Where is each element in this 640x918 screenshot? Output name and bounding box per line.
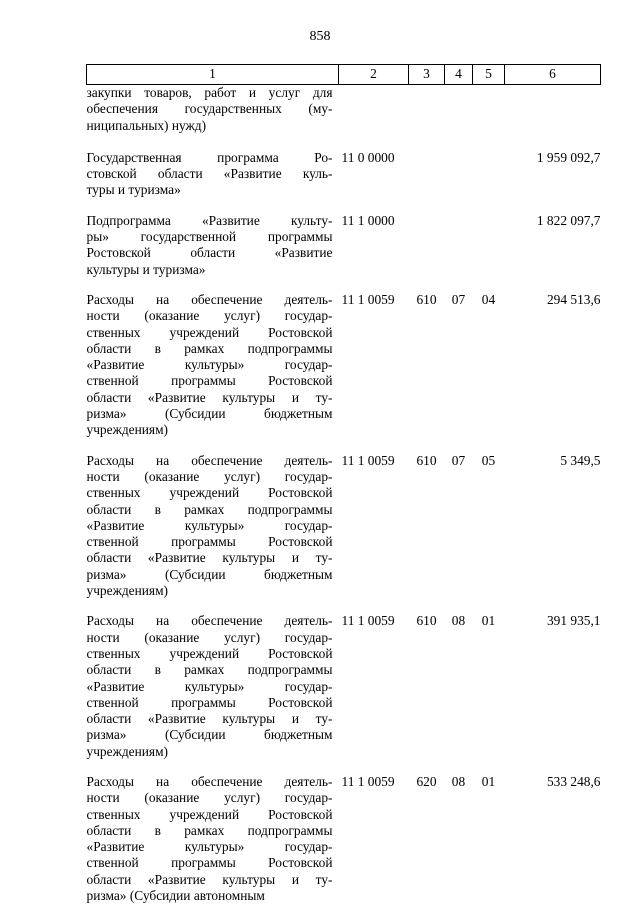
row-subsection [473, 150, 505, 213]
table-row [87, 85, 601, 150]
column-header-3: 3 [409, 65, 445, 85]
row-section: 07 [451, 291, 466, 307]
row-name-line: области в рамках подпрограммы [86, 822, 333, 838]
row-name-line: ственной программы Ростовской [86, 855, 333, 871]
row-name-line: области «Развитие культуры и ту- [86, 871, 333, 887]
row-expense-type [409, 213, 445, 292]
row-amount: 294 513,6 [546, 291, 601, 307]
row-name-line: закупки товаров, работ и услуг для [86, 85, 333, 100]
table-row [87, 292, 601, 453]
row-name-line: ности (оказание услуг) государ- [86, 790, 333, 806]
row-name-line: области «Развитие культуры и ту- [86, 711, 333, 727]
row-expense-type: 610 [416, 452, 437, 468]
row-subsection: 04 [481, 291, 496, 307]
row-name-cell [87, 150, 339, 213]
row-amount [505, 85, 601, 150]
row-name-line: Расходы на обеспечение деятель- [86, 452, 333, 468]
row-name-line: ственной программы Ростовской [86, 534, 333, 550]
row-name-line: Расходы на обеспечение деятель- [86, 613, 333, 629]
row-amount: 533 248,6 [546, 773, 601, 789]
row-subsection: 01 [481, 613, 496, 629]
row-name-line: области «Развитие культуры и ту- [86, 550, 333, 566]
row-name-cell [87, 613, 339, 774]
column-header-4: 4 [445, 65, 473, 85]
row-section [445, 213, 473, 292]
row-name-line: стовской области «Развитие куль- [86, 166, 333, 182]
table-row [87, 213, 601, 292]
column-header-1: 1 [87, 65, 339, 85]
row-target-code: 11 1 0059 [341, 773, 395, 789]
row-name-line: ственных учреждений Ростовской [86, 324, 333, 340]
row-name-line: культуры и туризма» [86, 261, 206, 277]
row-amount: 1 959 092,7 [536, 149, 601, 165]
row-name-line: туры и туризма» [86, 182, 181, 198]
row-expense-type: 610 [416, 613, 437, 629]
row-target-code: 11 1 0059 [341, 452, 395, 468]
table-row [87, 613, 601, 774]
row-name-cell [87, 774, 339, 918]
table-row [87, 150, 601, 213]
row-section: 07 [451, 452, 466, 468]
row-expense-type [409, 85, 445, 150]
row-subsection: 05 [481, 452, 496, 468]
row-name-line: ры» государственной программы [86, 229, 333, 245]
row-name-line: области «Развитие культуры и ту- [86, 389, 333, 405]
row-section: 08 [451, 613, 466, 629]
row-section [445, 150, 473, 213]
row-name-line: ственных учреждений Ростовской [86, 806, 333, 822]
row-name-line: «Развитие культуры» государ- [86, 678, 333, 694]
row-subsection [473, 85, 505, 150]
row-name-line: ризма» (Субсидии бюджетным [86, 727, 333, 743]
row-name-line: учреждениям) [86, 422, 169, 438]
row-amount: 5 349,5 [560, 452, 601, 468]
row-target-code: 11 1 0059 [341, 613, 395, 629]
budget-table [86, 64, 601, 918]
row-expense-type [409, 150, 445, 213]
column-number-header-row [87, 65, 601, 85]
row-name-line: ности (оказание услуг) государ- [86, 468, 333, 484]
row-amount: 1 822 097,7 [536, 212, 601, 228]
row-name-line: ризма» (Субсидии автономным [86, 888, 265, 904]
row-target-code [339, 85, 409, 150]
row-name-line: «Развитие культуры» государ- [86, 357, 333, 373]
row-name-line: Расходы на обеспечение деятель- [86, 773, 333, 789]
row-expense-type: 620 [416, 773, 437, 789]
row-name-line: области в рамках подпрограммы [86, 501, 333, 517]
row-name-line: ниципальных) нужд) [86, 117, 207, 133]
row-target-code: 11 0 0000 [341, 149, 395, 165]
column-header-6: 6 [505, 65, 601, 85]
row-name-line: ственных учреждений Ростовской [86, 485, 333, 501]
row-name-line: ственной программы Ростовской [86, 373, 333, 389]
row-section [445, 85, 473, 150]
row-section: 08 [451, 773, 466, 789]
row-name-line: ризма» (Субсидии бюджетным [86, 566, 333, 582]
row-name-line: «Развитие культуры» государ- [86, 517, 333, 533]
row-name-cell [87, 85, 339, 150]
row-name-line: обеспечения государственных (му- [86, 101, 333, 117]
table-row [87, 774, 601, 918]
row-name-cell [87, 292, 339, 453]
row-subsection [473, 213, 505, 292]
row-name-line: учреждениям) [86, 583, 169, 599]
row-name-line: Ростовской области «Развитие [86, 245, 333, 261]
page-number: 858 [309, 29, 331, 44]
table-row [87, 453, 601, 614]
row-subsection: 01 [481, 773, 496, 789]
row-name-line: ности (оказание услуг) государ- [86, 629, 333, 645]
row-name-line: ственной программы Ростовской [86, 694, 333, 710]
row-name-line: области в рамках подпрограммы [86, 340, 333, 356]
row-name-cell [87, 453, 339, 614]
row-name-line: Государственная программа Ро- [86, 149, 333, 165]
row-name-line: Подпрограмма «Развитие культу- [86, 212, 333, 228]
column-header-2: 2 [339, 65, 409, 85]
row-target-code: 11 1 0059 [341, 291, 395, 307]
row-name-line: области в рамках подпрограммы [86, 662, 333, 678]
row-name-line: учреждениям) [86, 743, 169, 759]
row-expense-type: 610 [416, 291, 437, 307]
row-name-line: Расходы на обеспечение деятель- [86, 291, 333, 307]
row-name-line: ризма» (Субсидии бюджетным [86, 406, 333, 422]
row-name-cell [87, 213, 339, 292]
row-name-line: «Развитие культуры» государ- [86, 839, 333, 855]
row-name-line: ственных учреждений Ростовской [86, 645, 333, 661]
row-name-line: ности (оказание услуг) государ- [86, 308, 333, 324]
column-header-5: 5 [473, 65, 505, 85]
row-target-code: 11 1 0000 [341, 212, 395, 228]
row-amount: 391 935,1 [546, 613, 601, 629]
